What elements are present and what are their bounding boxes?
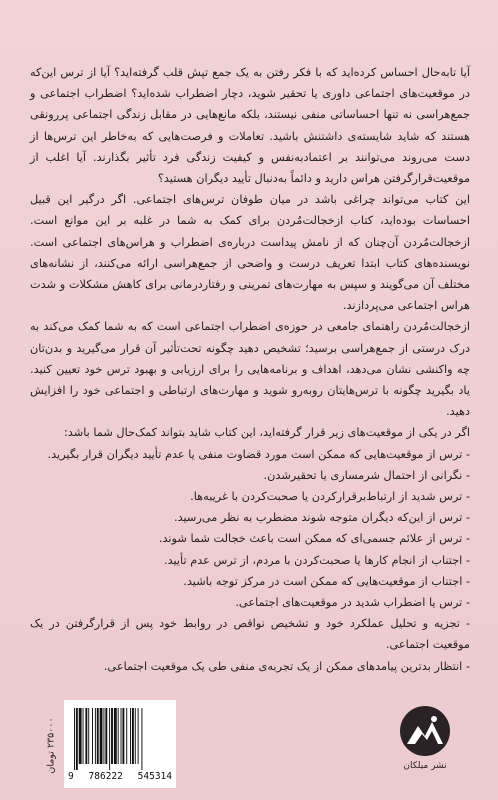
list-item: - اجتناب از انجام کارها یا صحبت‌کردن با مردم، از ترس عدم تأیید. [163, 553, 470, 567]
list-item: - ترس شدید از ارتباط‌برقرارکردن یا صحبت‌کردن با غریبه‌ها. [190, 490, 470, 504]
publisher-name: نشر میلکان [403, 761, 447, 771]
barcode [64, 700, 176, 788]
list-item: - تجزیه و تحلیل عملکرد خود و تشخیص نواقص در روابط خود پس از قرارگرفتن در یک موقعیت اجتماعی. [30, 617, 470, 652]
isbn-group-1: 786222 [88, 771, 123, 782]
publisher-logo-icon [398, 704, 452, 758]
price-text: ۲۳۵۰۰۰ تومان [45, 716, 57, 774]
isbn-number [68, 771, 172, 782]
list-item: - اجتناب از موقعیت‌هایی که ممکن است در مرکز توجه باشید. [183, 574, 470, 588]
list-item: - ترس از این‌که دیگران متوجه شوند مضطرب به نظر می‌رسید. [173, 511, 470, 525]
list-item: - ترس از موقعیت‌هایی که ممکن است مورد قضاوت منفی یا عدم تأیید دیگران قرار بگیرید. [47, 447, 470, 461]
list-item: - نگرانی از احتمال شرمساری یا تحقیرشدن. [263, 468, 470, 482]
isbn-lead-digit: 9 [68, 771, 74, 782]
paragraph-intro: آیا تا‌به‌حال احساس کرده‌اید که با فکر رفتن به یک جمع تپش قلب گرفته‌اید؟ آیا از ترس این‌که در موقعیت‌های اجتماعی داوری یا تحقیر شوید، دچار اضطراب شده‌اید؟ اضطراب اجتماعی و جمع‌هراسی نه تنها احساساتی منفی نیستند، بلکه مانع‌هایی در مقابل زندگی اجتماعی پررونقی هستند که شاید شایسته‌ی داشتنش باشید. تعاملات و فرصت‌هایی که به‌خاطر این ترس‌ها از دست می‌روند می‌توانند بر اعتماد‌به‌نفس و کیفیت زندگی فرد تأثیر بگذارند. آیا اغلب از موقعیت‌قرارگرفتن هراس دارید و دائماً به‌دنبال تأیید دیگران هستید؟ [30, 66, 470, 186]
isbn-group-2: 545314 [137, 771, 172, 782]
price-label [40, 704, 62, 786]
barcode-bars-icon [72, 708, 168, 770]
paragraph-guide: ازخجالت‌مُردن راهنمای جامعی در حوزه‌ی اضطراب اجتماعی است که به شما کمک می‌کند به درک درستی از جمع‌هراسی برسید؛ تشخیص دهید چگونه تحت‌تأثیر آن قرار می‌گیرید و بدن‌تان چه واکنشی نشان می‌دهد، اهداف و برنامه‌هایی را برای ارزیابی و بهبود ترس خود تعیین کنید. یاد بگیرید چگونه با ترس‌هایتان روبه‌رو شوید و مهارت‌های ارتباطی و اجتماعی خود را افزایش دهید. [30, 320, 470, 419]
publisher-block [394, 704, 456, 784]
list-item: - انتظار بدترین پیامدهای ممکن از یک تجربه‌ی منفی طی یک موقعیت اجتماعی. [103, 659, 470, 673]
blurb-text [30, 62, 470, 677]
paragraph-about-book: این کتاب می‌تواند چراغی باشد در میان طوفان ترس‌های اجتماعی. اگر درگیر این قبیل احساسات بوده‌اید، کتاب ازخجالت‌مُردن برای کمک به شما در غلبه بر این موانع است. ازخجالت‌مُردن آن‌چنان که از نامش پیداست درباره‌ی اضطراب و هراس‌های اجتماعی است. نویسنده‌های کتاب ابتدا تعریف درست و واضحی از جمع‌هراسی ارائه می‌کنند، از نشانه‌های مختلف آن می‌گویند و سپس به مهارت‌های تمرینی و رفتاردرمانی برای کاهش مشکلات و شدت هراس اجتماعی می‌پردازند. [30, 193, 470, 313]
paragraph-list-intro: اگر در یکی از موقعیت‌های زیر قرار گرفته‌اید، این کتاب شاید بتواند کمک‌حال شما باشد: [64, 426, 470, 440]
list-item: - ترس از علائم جسمی‌ای که ممکن است باعث خجالت شما شوند. [158, 532, 470, 546]
list-item: - ترس یا اضطراب شدید در موقعیت‌های اجتماعی. [235, 596, 470, 610]
